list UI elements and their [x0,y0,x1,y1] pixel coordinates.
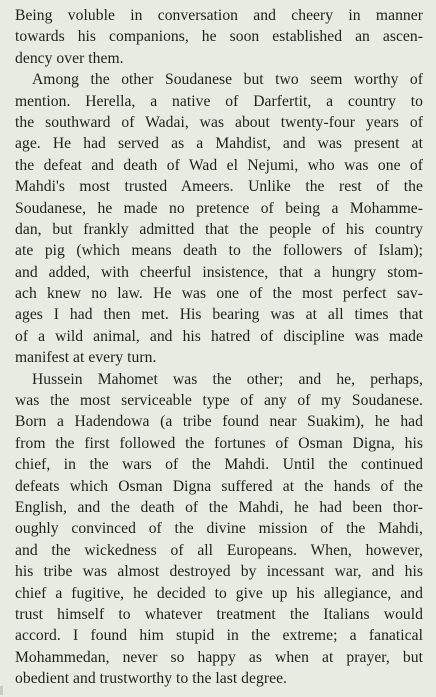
text-line: ate pig (which means death to the followers of Islam); [15,242,423,260]
text-line: and added, with cheerful insistence, that a hungry stom- [15,263,423,281]
text-line: dency over them. [15,49,124,67]
text-line: of a wild animal, and his hatred of discipline was made [15,327,423,345]
text-line: trust himself to whatever treatment the Italians would [15,605,423,623]
text-line: age. He had served as a Mahdist, and was present at [15,135,423,153]
text-line: manifest at every turn. [15,349,157,367]
text-line: chief a fugitive, he decided to give up his allegiance, and [15,584,423,602]
text-line: mention. Herella, a native of Darfertit, a country to [15,92,423,110]
text-line: Soudanese, he made no pretence of being a Mohamme- [15,199,423,217]
text-line: defeats which Osman Digna suffered at the hands of the [15,477,423,495]
text-line: English, and the death of the Mahdi, he had been thor- [15,498,423,516]
text-line: Being voluble in conversation and cheery in manner [15,7,423,24]
text-line: Among the other Soudanese but two seem worthy of [32,71,423,89]
text-line: Born a Hadendowa (a tribe found near Suakim), he had [15,413,423,431]
text-line: dan, but frankly admitted that the people of his country [15,220,423,238]
text-line: and the wickedness of all Europeans. When, however, [15,541,423,559]
text-line: Hussein Mahomet was the other; and he, perhaps, [32,370,423,388]
paragraph [15,369,423,690]
text-line: ages I had then met. His bearing was at all times that [15,306,423,324]
text-line: oughly convinced of the divine mission of the Mahdi, [15,520,423,538]
text-line: his tribe was almost destroyed by incessant war, and his [15,563,423,581]
text-line: the southward of Wadai, was about twenty-four years of [15,113,423,131]
body-text [15,5,423,690]
text-line: chief, in the wars of the Mahdi. Until the continued [15,456,423,474]
text-line: from the first followed the fortunes of Osman Digna, his [15,434,423,452]
text-line: towards his companions, he soon established an ascen- [15,28,423,46]
text-line: was the most serviceable type of any of my Soudanese. [15,392,423,410]
paragraph [15,69,423,368]
text-line: Mahdi's most trusted Ameers. Unlike the rest of the [15,178,423,196]
text-line: the defeat and death of Wad el Nejumi, who was one of [15,156,423,174]
text-line: obedient and trustworthy to the last degree. [15,670,287,688]
paragraph [15,5,423,69]
text-line: Mohammedan, never so happy as when at prayer, but [15,648,423,666]
text-line: ach knew no law. He was one of the most perfect sav- [15,285,423,303]
page-edge-mark [0,686,3,695]
text-line: accord. I found him stupid in the extreme; a fanatical [15,627,423,645]
